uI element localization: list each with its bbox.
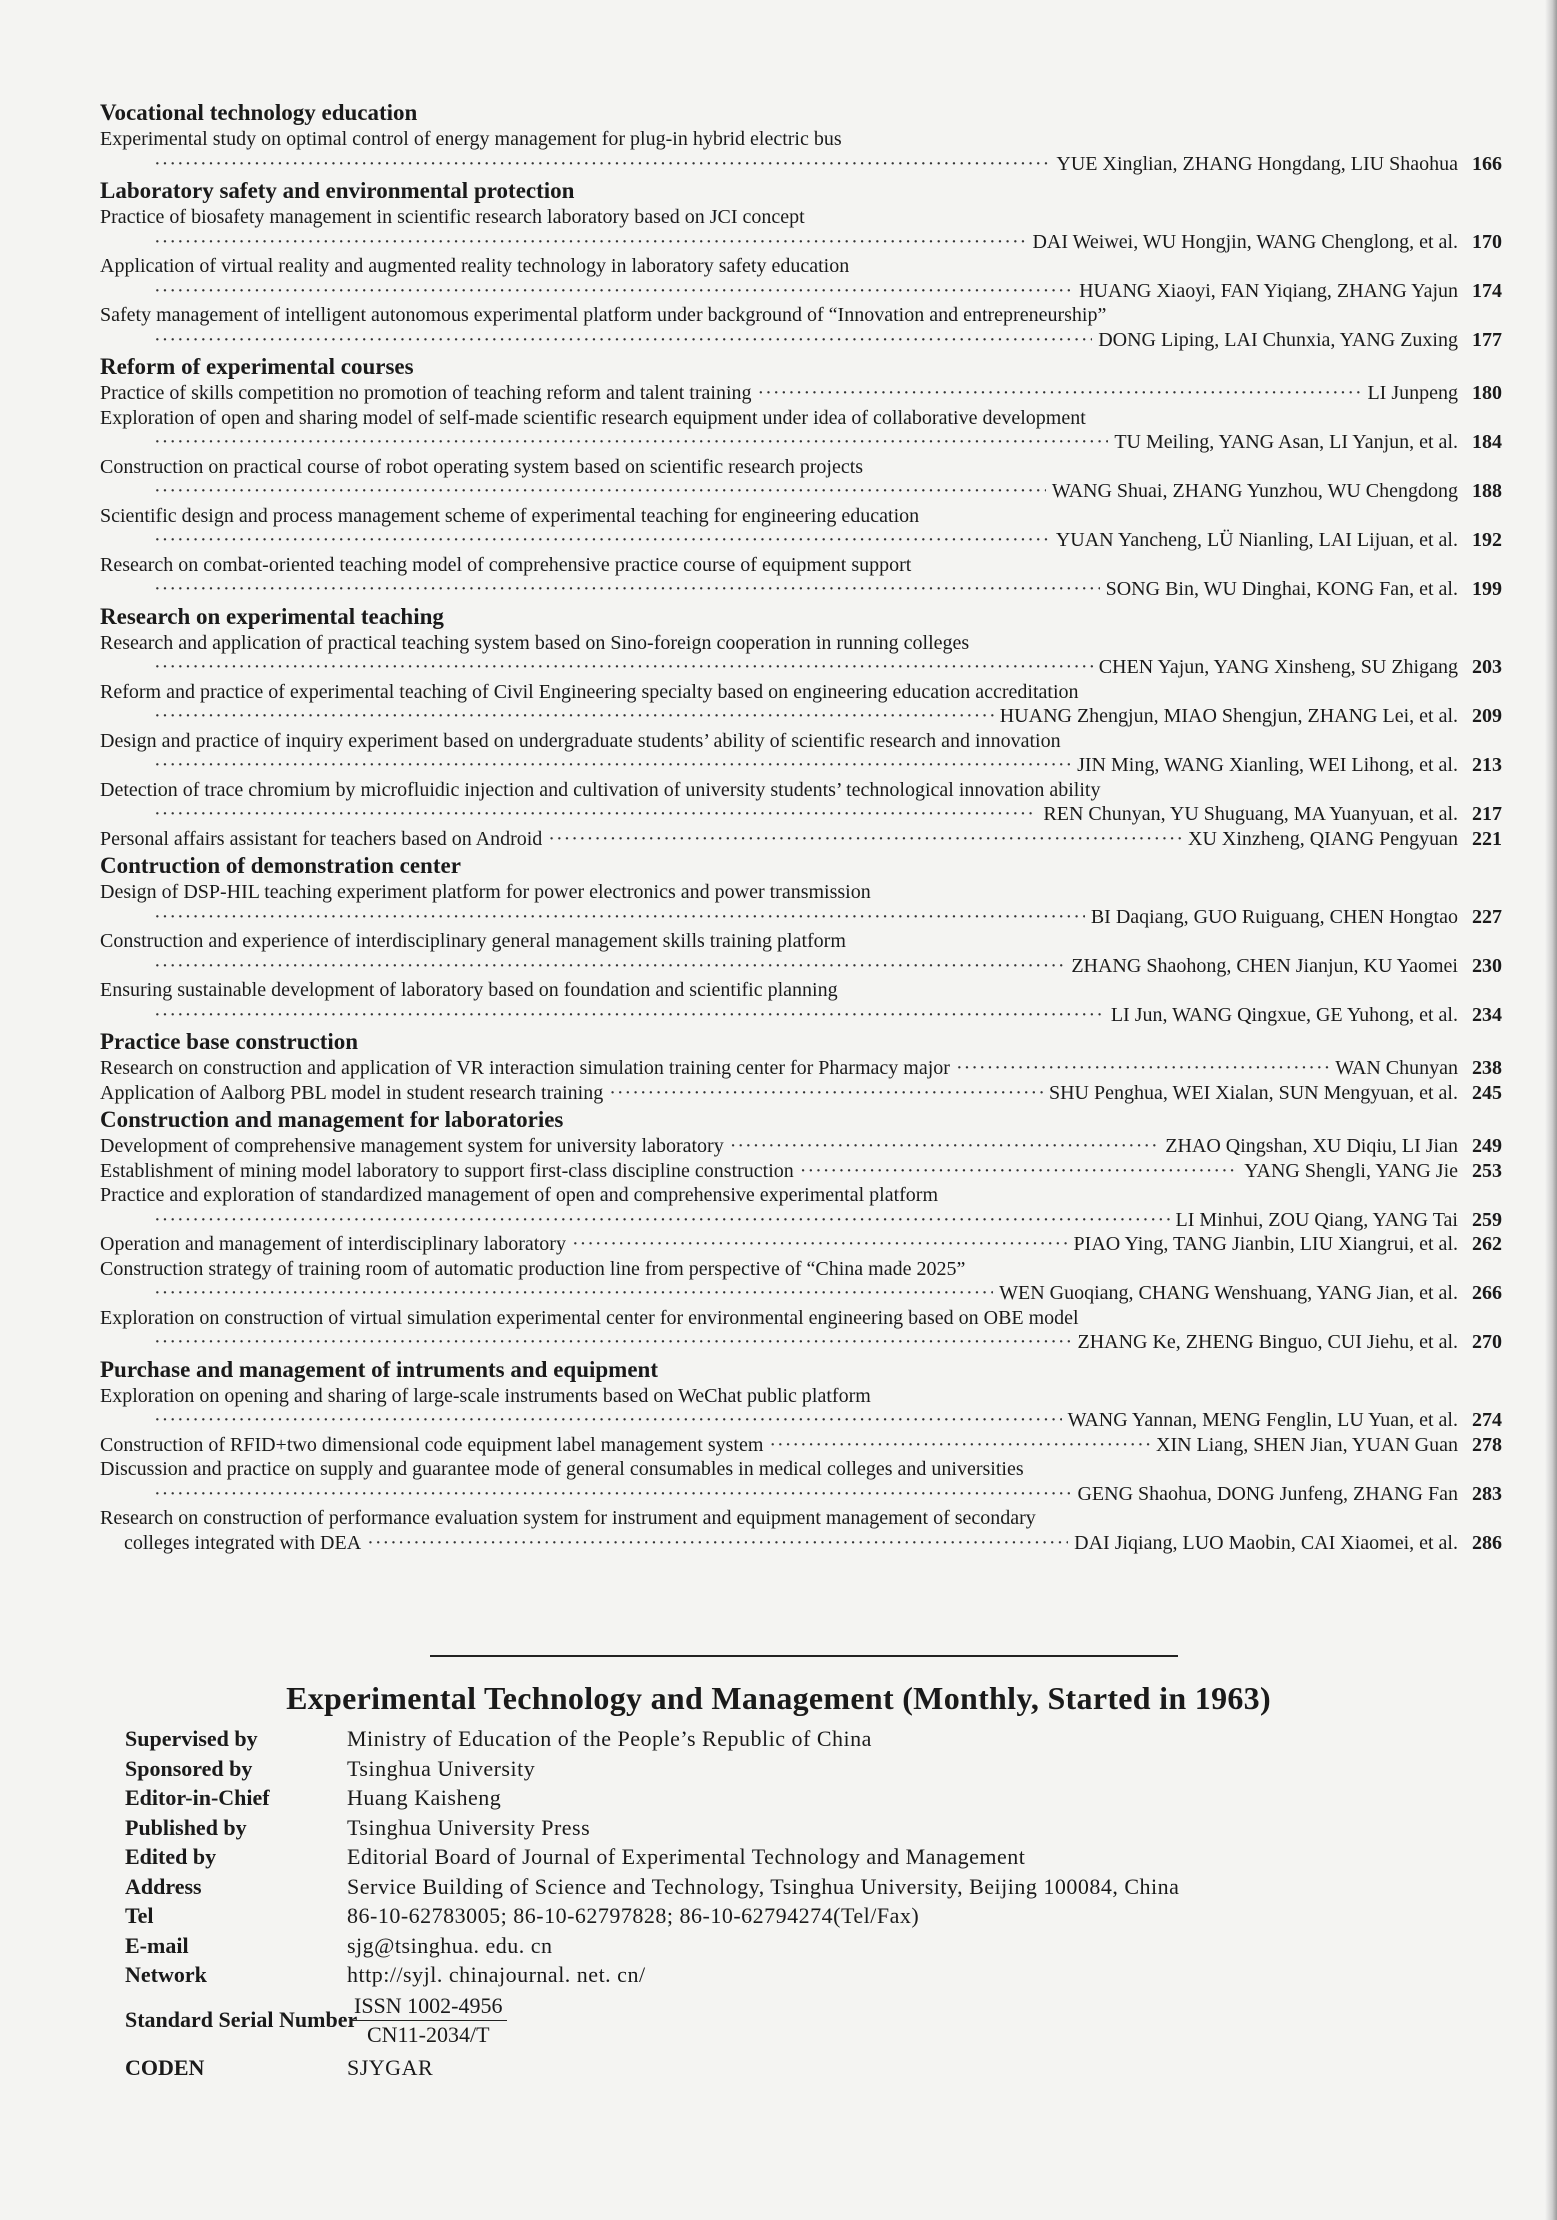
page-number: 177 bbox=[1472, 328, 1502, 351]
article-authors: ZHANG Ke, ZHENG Binguo, CUI Jiehu, et al. bbox=[1077, 1331, 1458, 1353]
article-title: Construction on practical course of robot operating system based on scientific research projects bbox=[100, 455, 864, 478]
page-number: 217 bbox=[1472, 803, 1502, 825]
article-title: Exploration on construction of virtual simulation experimental center for environmental engineering based on OBE model bbox=[100, 1306, 1079, 1329]
article-authors: DAI Weiwei, WU Hongjin, WANG Chenglong, et al. bbox=[1032, 230, 1458, 253]
masthead-key: Address bbox=[125, 1873, 202, 1899]
masthead-value: sjg@tsinghua. edu. cn bbox=[347, 1932, 553, 1958]
page-number: 278 bbox=[1472, 1433, 1502, 1456]
toc-entry bbox=[100, 1408, 1502, 1433]
article-title: Research on combat-oriented teaching model of comprehensive practice course of equipment support bbox=[100, 553, 912, 576]
masthead-value: Service Building of Science and Technology, Tsinghua University, Beijing 100084, China bbox=[347, 1873, 1180, 1899]
coden-label: CODEN bbox=[125, 2054, 205, 2080]
page-number: 262 bbox=[1472, 1233, 1502, 1255]
article-authors: CHEN Yajun, YANG Xinsheng, SU Zhigang bbox=[1098, 656, 1458, 678]
page-number: 199 bbox=[1472, 578, 1502, 600]
section-heading: Contruction of demonstration center bbox=[100, 853, 461, 878]
section-heading: Construction and management for laboratories bbox=[100, 1107, 564, 1132]
article-authors: SHU Penghua, WEI Xialan, SUN Mengyuan, et al. bbox=[1048, 1081, 1458, 1104]
leader-dots bbox=[154, 655, 1093, 680]
leader-dots bbox=[154, 430, 1108, 455]
page-number: 283 bbox=[1472, 1482, 1502, 1505]
toc-entry bbox=[100, 1433, 1502, 1458]
coden-value: SJYGAR bbox=[347, 2054, 434, 2080]
page-number: 230 bbox=[1472, 954, 1502, 977]
masthead-row bbox=[125, 1842, 1179, 1872]
standard-serial-number bbox=[125, 1992, 1179, 2049]
masthead-row bbox=[125, 1872, 1179, 1902]
article-authors: HUANG Zhengjun, MIAO Shengjun, ZHANG Lei, et al. bbox=[999, 705, 1458, 727]
toc-entry bbox=[100, 753, 1502, 778]
article-authors: DAI Jiqiang, LUO Maobin, CAI Xiaomei, et al. bbox=[1074, 1531, 1458, 1554]
masthead-row bbox=[125, 1783, 1179, 1813]
article-authors: WANG Yannan, MENG Fenglin, LU Yuan, et al. bbox=[1067, 1409, 1458, 1431]
ssn-label: Standard Serial Number bbox=[125, 2007, 358, 2033]
leader-dots bbox=[367, 1531, 1068, 1556]
cn-number: CN11-2034/T bbox=[366, 2021, 490, 2047]
divider-rule bbox=[430, 1655, 1178, 1657]
article-authors: HUANG Xiaoyi, FAN Yiqiang, ZHANG Yajun bbox=[1079, 279, 1458, 302]
article-title: Experimental study on optimal control of energy management for plug-in hybrid electric bus bbox=[100, 128, 842, 150]
toc-entry bbox=[100, 802, 1502, 827]
article-authors: WAN Chunyan bbox=[1335, 1057, 1458, 1079]
leader-dots bbox=[154, 1003, 1105, 1028]
page-number: 192 bbox=[1472, 529, 1502, 551]
book-spine-shadow bbox=[1545, 0, 1557, 2220]
leader-dots bbox=[758, 381, 1362, 406]
toc-entry bbox=[100, 1159, 1502, 1184]
leader-dots bbox=[730, 1134, 1160, 1159]
article-title: colleges integrated with DEA bbox=[124, 1531, 362, 1554]
article-authors: LI Minhui, ZOU Qiang, YANG Tai bbox=[1175, 1208, 1458, 1231]
article-authors: SONG Bin, WU Dinghai, KONG Fan, et al. bbox=[1105, 578, 1458, 600]
toc-entry bbox=[100, 704, 1502, 729]
article-authors: XIN Liang, SHEN Jian, YUAN Guan bbox=[1156, 1433, 1458, 1456]
article-authors: LI Jun, WANG Qingxue, GE Yuhong, et al. bbox=[1110, 1003, 1458, 1026]
issn: ISSN 1002-4956 bbox=[350, 1992, 507, 2021]
page-number: 170 bbox=[1472, 230, 1502, 253]
leader-dots bbox=[769, 1433, 1150, 1458]
toc-entry bbox=[100, 479, 1502, 504]
masthead-key: Network bbox=[125, 1962, 207, 1987]
article-title: Practice of skills competition no promotion of teaching reform and talent training bbox=[100, 382, 752, 404]
toc-entry bbox=[100, 577, 1502, 602]
masthead-value: Editorial Board of Journal of Experimental Technology and Management bbox=[347, 1844, 1026, 1869]
article-title: Exploration of open and sharing model of self-made scientific research equipment under idea of collaborative development bbox=[100, 406, 1086, 429]
masthead-value: http://syjl. chinajournal. net. cn/ bbox=[347, 1962, 646, 1987]
journal-title: Experimental Technology and Management (Monthly, Started in 1963) bbox=[286, 1680, 1271, 1716]
leader-dots bbox=[154, 230, 1026, 255]
article-title: Construction and experience of interdisciplinary general management skills training platform bbox=[100, 930, 846, 952]
leader-dots bbox=[154, 753, 1071, 778]
article-authors: DONG Liping, LAI Chunxia, YANG Zuxing bbox=[1098, 328, 1458, 351]
leader-dots bbox=[548, 827, 1182, 852]
article-authors: YUE Xinglian, ZHANG Hongdang, LIU Shaohua bbox=[1056, 152, 1458, 175]
leader-dots bbox=[154, 704, 994, 729]
leader-dots bbox=[154, 279, 1073, 304]
toc-entry bbox=[100, 152, 1502, 177]
page-number: 286 bbox=[1472, 1531, 1502, 1554]
page-number: 270 bbox=[1472, 1331, 1502, 1353]
toc-entry bbox=[100, 1232, 1502, 1257]
leader-dots bbox=[154, 528, 1050, 553]
page-number: 203 bbox=[1472, 656, 1502, 678]
toc-entry bbox=[100, 827, 1502, 852]
article-authors: LI Junpeng bbox=[1367, 382, 1458, 404]
page-number: 227 bbox=[1472, 905, 1502, 928]
article-title: Research on construction of performance evaluation system for instrument and equipment management of secondary bbox=[100, 1507, 1036, 1529]
page-number: 166 bbox=[1472, 152, 1502, 175]
leader-dots bbox=[154, 905, 1085, 930]
page-number: 234 bbox=[1472, 1003, 1502, 1026]
section-heading: Laboratory safety and environmental protection bbox=[100, 178, 575, 203]
article-title: Scientific design and process management scheme of experimental teaching for engineering education bbox=[100, 504, 920, 527]
article-title: Construction of RFID+two dimensional code equipment label management system bbox=[100, 1433, 764, 1456]
article-title: Research on construction and application of VR interaction simulation training center for Pharmacy major bbox=[100, 1057, 950, 1079]
article-authors: ZHANG Shaohong, CHEN Jianjun, KU Yaomei bbox=[1071, 954, 1458, 977]
page-number: 259 bbox=[1472, 1208, 1502, 1231]
toc-entry bbox=[100, 430, 1502, 455]
section-heading: Research on experimental teaching bbox=[100, 603, 444, 629]
article-authors: ZHAO Qingshan, XU Diqiu, LI Jian bbox=[1165, 1135, 1458, 1157]
masthead-row bbox=[125, 1754, 1179, 1784]
toc-entry bbox=[100, 905, 1502, 930]
masthead-key: Published by bbox=[125, 1814, 247, 1840]
article-title: Construction strategy of training room of automatic production line from perspective of “China made 2025” bbox=[100, 1257, 966, 1280]
article-title: Design of DSP-HIL teaching experiment platform for power electronics and power transmission bbox=[100, 881, 871, 903]
toc-entry bbox=[100, 1208, 1502, 1233]
page-number: 238 bbox=[1472, 1057, 1502, 1079]
leader-dots bbox=[154, 1330, 1072, 1355]
article-authors: XU Xinzheng, QIANG Pengyuan bbox=[1188, 827, 1458, 850]
page-number: 274 bbox=[1472, 1409, 1502, 1431]
article-title: Operation and management of interdisciplinary laboratory bbox=[100, 1233, 566, 1255]
leader-dots bbox=[154, 328, 1092, 353]
table-of-contents bbox=[100, 98, 1502, 1555]
toc-entry bbox=[100, 381, 1502, 406]
leader-dots bbox=[154, 802, 1037, 827]
leader-dots bbox=[154, 954, 1065, 979]
section-heading: Purchase and management of intruments and equipment bbox=[100, 1356, 658, 1382]
article-authors: PIAO Ying, TANG Jianbin, LIU Xiangrui, et al. bbox=[1073, 1233, 1458, 1255]
article-authors: TU Meiling, YANG Asan, LI Yanjun, et al. bbox=[1114, 431, 1458, 453]
page-number: 249 bbox=[1472, 1135, 1502, 1157]
leader-dots bbox=[154, 577, 1100, 602]
article-title: Exploration on opening and sharing of large-scale instruments based on WeChat public platform bbox=[100, 1384, 871, 1407]
leader-dots bbox=[154, 1208, 1170, 1233]
leader-dots bbox=[956, 1056, 1329, 1081]
page-number: 184 bbox=[1472, 431, 1502, 453]
leader-dots bbox=[609, 1081, 1043, 1106]
toc-entry bbox=[100, 328, 1502, 353]
leader-dots bbox=[154, 1281, 993, 1306]
masthead-row bbox=[125, 1724, 1179, 1754]
masthead-key: Edited by bbox=[125, 1844, 217, 1869]
masthead-info bbox=[125, 1724, 1179, 2082]
toc-entry bbox=[100, 1531, 1502, 1556]
article-authors: REN Chunyan, YU Shuguang, MA Yuanyuan, et al. bbox=[1043, 803, 1458, 825]
toc-entry bbox=[100, 1056, 1502, 1081]
masthead-value: Tsinghua University Press bbox=[347, 1814, 591, 1840]
toc-entry bbox=[100, 655, 1502, 680]
article-authors: YANG Shengli, YANG Jie bbox=[1244, 1159, 1458, 1182]
article-authors: BI Daqiang, GUO Ruiguang, CHEN Hongtao bbox=[1090, 905, 1458, 928]
article-title: Research and application of practical teaching system based on Sino-foreign cooperation in running colleges bbox=[100, 631, 970, 654]
page-number: 266 bbox=[1472, 1282, 1502, 1304]
masthead-key: E-mail bbox=[125, 1932, 189, 1958]
toc-entry bbox=[100, 1003, 1502, 1028]
article-authors: WEN Guoqiang, CHANG Wenshuang, YANG Jian, et al. bbox=[999, 1282, 1458, 1304]
article-title: Practice of biosafety management in scientific research laboratory based on JCI concept bbox=[100, 206, 805, 228]
toc-entry bbox=[100, 528, 1502, 553]
leader-dots bbox=[572, 1232, 1068, 1257]
article-authors: YUAN Yancheng, LÜ Nianling, LAI Lijuan, et al. bbox=[1055, 529, 1458, 551]
masthead-value: Ministry of Education of the People’s Republic of China bbox=[347, 1726, 872, 1751]
article-title: Safety management of intelligent autonomous experimental platform under background of “Innovation and entrepreneurship” bbox=[100, 304, 1107, 326]
toc-entry bbox=[100, 1134, 1502, 1159]
article-authors: JIN Ming, WANG Xianling, WEI Lihong, et al. bbox=[1077, 754, 1458, 776]
article-authors: WANG Shuai, ZHANG Yunzhou, WU Chengdong bbox=[1051, 480, 1458, 502]
masthead-value: 86-10-62783005; 86-10-62797828; 86-10-62794274(Tel/Fax) bbox=[347, 1903, 920, 1928]
article-title: Ensuring sustainable development of laboratory based on foundation and scientific planning bbox=[100, 979, 838, 1001]
section-heading: Vocational technology education bbox=[100, 100, 418, 125]
article-title: Establishment of mining model laboratory to support first-class discipline construction bbox=[100, 1159, 794, 1182]
article-title: Application of virtual reality and augmented reality technology in laboratory safety education bbox=[100, 255, 850, 277]
toc-entry bbox=[100, 954, 1502, 979]
leader-dots bbox=[154, 152, 1050, 177]
page-number: 213 bbox=[1472, 754, 1502, 776]
toc-entry bbox=[100, 230, 1502, 255]
article-authors: GENG Shaohua, DONG Junfeng, ZHANG Fan bbox=[1077, 1482, 1458, 1505]
masthead-row bbox=[125, 1901, 1179, 1931]
article-title: Detection of trace chromium by microfluidic injection and cultivation of university students’ technological innovation ability bbox=[100, 778, 1101, 801]
page-number: 180 bbox=[1472, 382, 1502, 404]
masthead-row bbox=[125, 1813, 1179, 1843]
leader-dots bbox=[154, 1408, 1062, 1433]
article-title: Application of Aalborg PBL model in student research training bbox=[100, 1081, 604, 1104]
article-title: Discussion and practice on supply and guarantee mode of general consumables in medical colleges and universities bbox=[100, 1458, 1024, 1480]
masthead-row bbox=[125, 1931, 1179, 1961]
page-number: 245 bbox=[1472, 1081, 1502, 1104]
page-number: 188 bbox=[1472, 480, 1502, 502]
section-heading: Practice base construction bbox=[100, 1029, 359, 1054]
toc-entry bbox=[100, 1482, 1502, 1507]
leader-dots bbox=[800, 1159, 1239, 1184]
article-title: Reform and practice of experimental teaching of Civil Engineering specialty based on engineering education accreditation bbox=[100, 680, 1079, 703]
masthead-row bbox=[125, 1960, 1179, 1990]
masthead-value: Tsinghua University bbox=[347, 1755, 536, 1781]
masthead-key: Supervised by bbox=[125, 1726, 258, 1751]
article-title: Personal affairs assistant for teachers based on Android bbox=[100, 827, 543, 850]
toc-entry bbox=[100, 1281, 1502, 1306]
article-title: Development of comprehensive management system for university laboratory bbox=[100, 1135, 724, 1157]
masthead-key: Tel bbox=[125, 1903, 154, 1928]
toc-entry bbox=[100, 279, 1502, 304]
page-number: 221 bbox=[1472, 827, 1502, 850]
masthead-key: Sponsored by bbox=[125, 1755, 253, 1781]
toc-entry bbox=[100, 1081, 1502, 1106]
page-number: 253 bbox=[1472, 1159, 1502, 1182]
page-number: 209 bbox=[1472, 705, 1502, 727]
article-title: Design and practice of inquiry experiment based on undergraduate students’ ability of scientific research and innovation bbox=[100, 729, 1061, 752]
ssn-values bbox=[350, 1992, 507, 2049]
section-heading: Reform of experimental courses bbox=[100, 354, 414, 379]
coden-row bbox=[125, 2053, 1179, 2083]
masthead-key: Editor-in-Chief bbox=[125, 1785, 270, 1810]
leader-dots bbox=[154, 1482, 1071, 1507]
masthead-value: Huang Kaisheng bbox=[347, 1785, 502, 1810]
toc-entry bbox=[100, 1330, 1502, 1355]
article-title: Practice and exploration of standardized management of open and comprehensive experimental platform bbox=[100, 1184, 939, 1206]
page-number: 174 bbox=[1472, 279, 1502, 302]
leader-dots bbox=[154, 479, 1046, 504]
